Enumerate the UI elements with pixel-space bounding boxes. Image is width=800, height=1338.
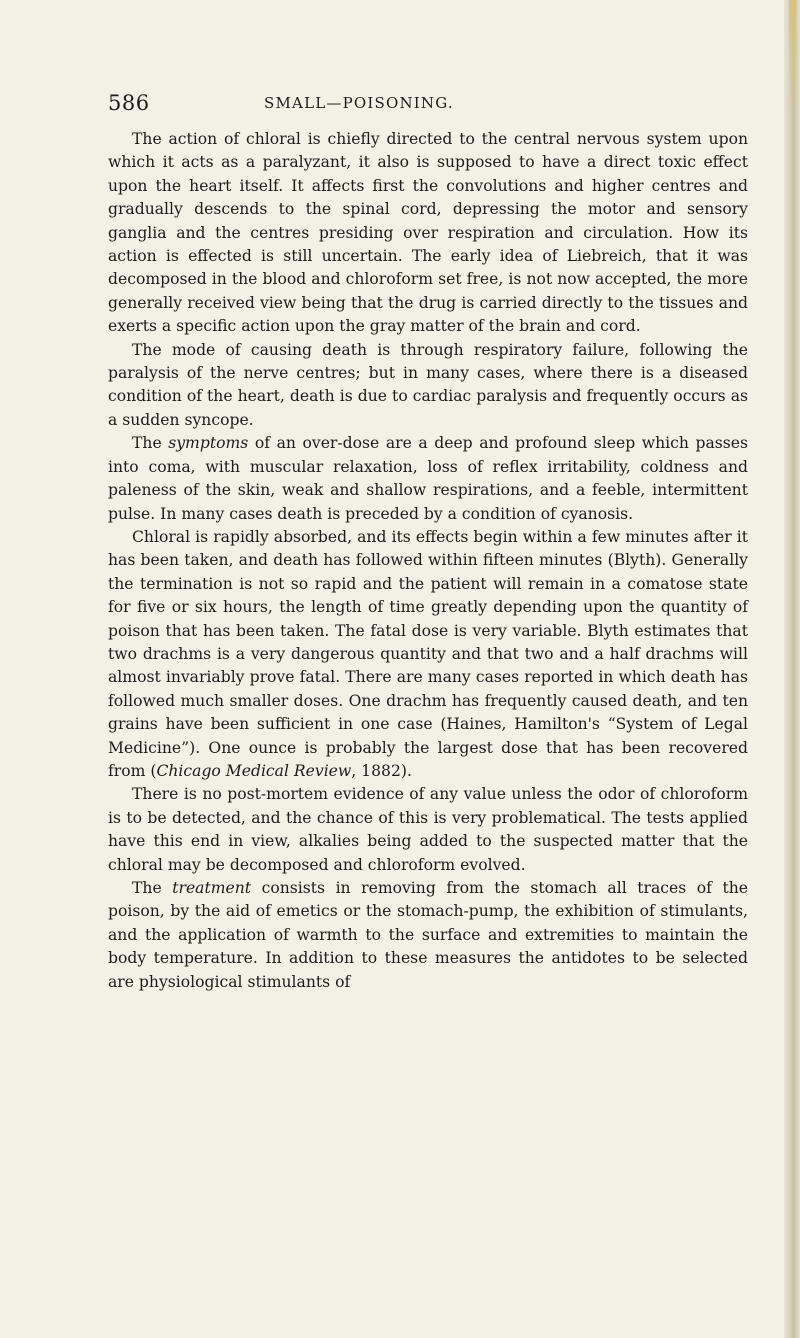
paragraph-text: The xyxy=(132,879,173,897)
page-edge-tint xyxy=(789,0,796,110)
running-head: SMALL—POISONING. xyxy=(264,94,454,112)
italic-term-symptoms: symptoms xyxy=(168,434,249,453)
paragraph-text: The xyxy=(132,434,169,453)
paragraph-text: The mode of causing death is through respiratory failure, following the paralysis of the nerve centres; but in many cases, where there is a diseased condition of the heart, death is due to cardiac paralysis and frequently occurs as a sudden syncope. xyxy=(108,340,748,429)
paragraph-absorption-and-dose xyxy=(108,526,748,783)
body-text xyxy=(108,128,748,994)
italic-citation-journal: Chicago Medical Review xyxy=(156,761,352,780)
paragraph-chloral-action xyxy=(108,128,748,339)
paragraph-text: of an over-dose are a deep and profound sleep which passes into coma, with muscular relaxation, loss of reflex irritability, coldness and paleness of the skin, weak and shallow respirations, and a feeble, intermittent pulse. In many cases death is preceded by a condition of cyanosis. xyxy=(108,434,748,523)
italic-term-treatment: treatment xyxy=(172,879,252,897)
paragraph-text: , 1882). xyxy=(351,761,412,780)
paragraph-text: The action of chloral is chiefly directed to the central nervous system upon which it acts as a paralyzant, it also is supposed to have a direct toxic effect upon the heart itself. It affects first the convolutions and higher centres and gradually descends to the spinal cord, depressing the motor and sensory ganglia and the centres presiding over respiration and circulation. How its action is effected is still uncertain. The early idea of Liebreich, that it was decomposed in the blood and chloroform set free, is not now accepted, the more generally received view being that the drug is carried directly to the tissues and exerts a specific action upon the gray matter of the brain and cord. xyxy=(108,130,748,336)
page-edge-shadow xyxy=(784,0,800,1338)
paragraph-post-mortem xyxy=(108,783,748,877)
paragraph-treatment xyxy=(108,877,748,994)
paragraph-mode-of-death xyxy=(108,339,748,433)
page-number: 586 xyxy=(108,91,150,115)
paragraph-text: consists in removing from the stomach all traces of the poison, by the aid of emetics or the stomach-pump, the exhibition of stimulants, and the application of warmth to the surface and extremities to maintain the body temperature. In addition to these measures the antidotes to be selected are physiological stimulants of xyxy=(108,879,748,991)
paragraph-text: There is no post-mortem evidence of any value unless the odor of chloroform is to be detected, and the chance of this is very problematical. The tests applied have this end in view, alkalies being added to the suspected matter that the chloral may be decomposed and chloroform evolved. xyxy=(108,785,748,874)
paragraph-text: Chloral is rapidly absorbed, and its effects begin within a few minutes after it has been taken, and death has followed within fifteen minutes (Blyth). Generally the termination is not so rapid and the patient will remain in a comatose state for five or six hours, the length of time greatly depending upon the quantity of poison that has been taken. The fatal dose is very variable. Blyth estimates that two drachms is a very dangerous quantity and that two and a half drachms will almost invariably prove fatal. There are many cases reported in which death has followed much smaller doses. One drachm has frequently caused death, and ten grains have been sufficient in one case (Haines, Hamilton's “System of Legal Medicine”). One ounce is probably the largest dose that has been recovered from ( xyxy=(108,527,748,780)
paragraph-symptoms xyxy=(108,432,748,526)
page-header xyxy=(108,91,748,117)
